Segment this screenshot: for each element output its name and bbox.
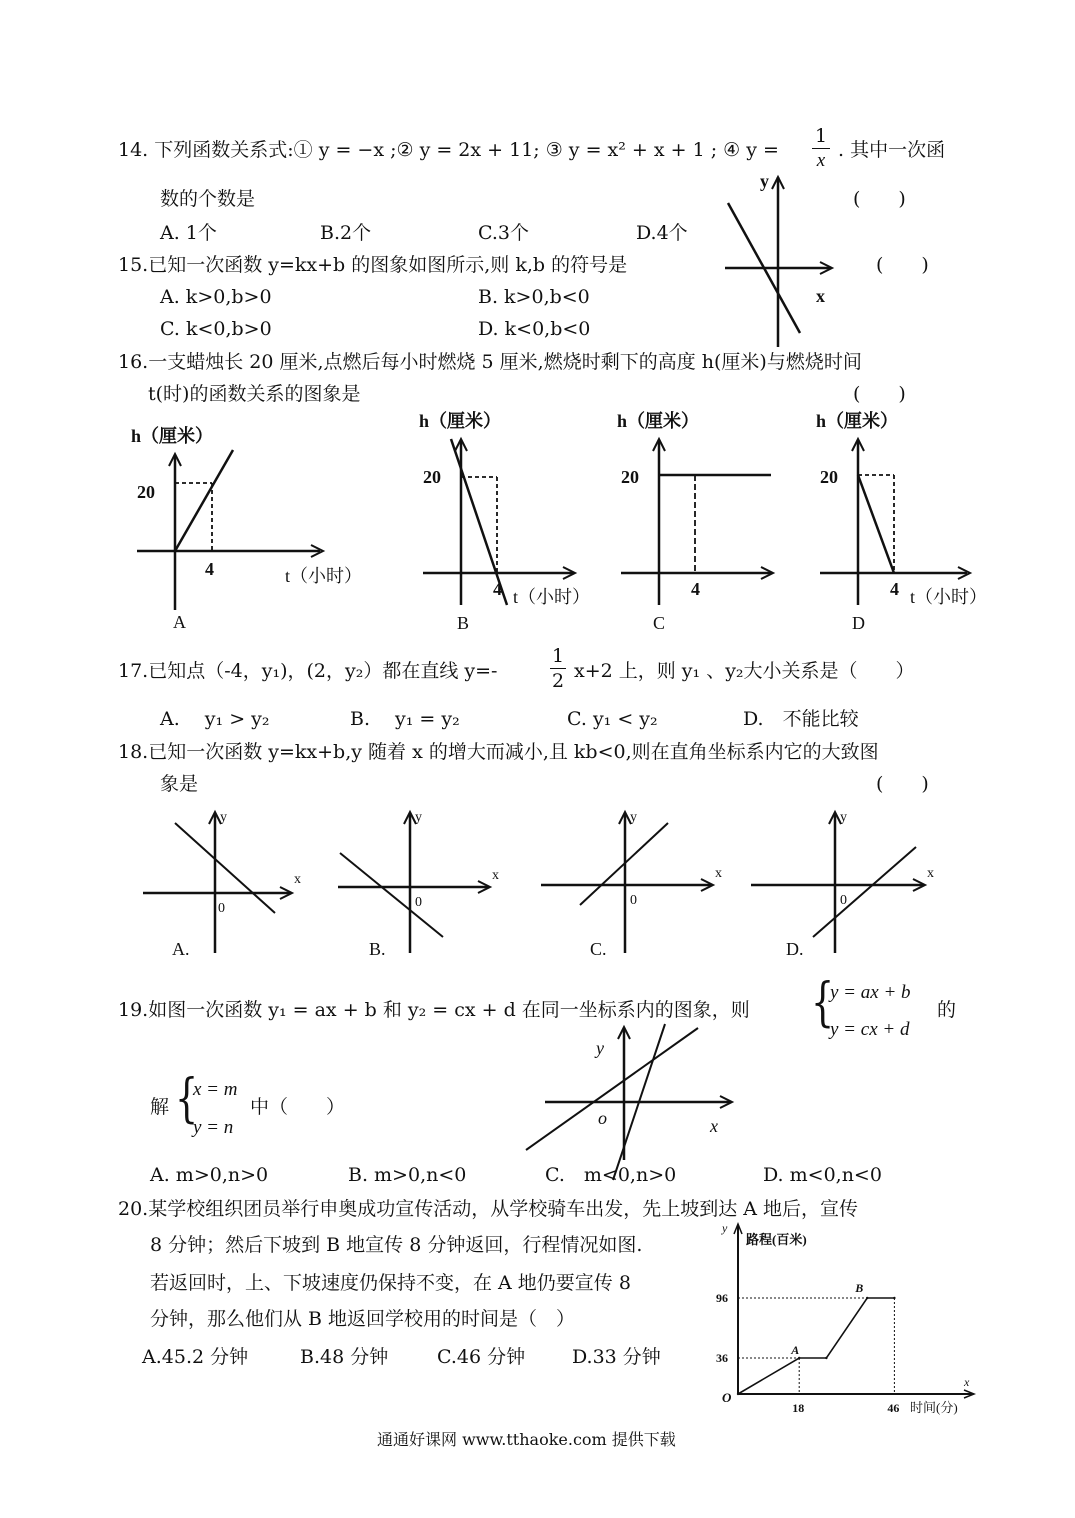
q19-de: 的 [937,999,957,1021]
q17-fraction [550,645,566,692]
q20-option-b[interactable]: B.48 分钟 [300,1346,389,1368]
q16c-y-axis-label: h（厘米） [617,411,700,431]
q19-fig-y: y [596,1038,604,1058]
q16c-y-tick: 20 [621,467,639,487]
q16d-y-tick: 20 [820,467,838,487]
q16-line2: t(时)的函数关系的图象是 [148,383,361,405]
q16b-x-axis-label: t（小时） [513,587,591,607]
q18d-y: y [840,810,847,825]
q17-stem-b: x+2 上，则 y₁ 、y₂大小关系是（ ） [574,660,915,682]
q16b-y-axis-label: h（厘米） [419,411,502,431]
q16a-letter[interactable]: A [173,612,186,632]
q14-paren: ( ) [853,188,906,210]
q14-stem: 14. 下列函数关系式:① y = −x ;② y = 2x + 11; ③ y = x² + x + 1 ; ④ y = [118,139,779,161]
q18-graph-d [748,805,938,965]
q19-zhong: 中（ ） [250,1096,346,1118]
q18a-letter[interactable]: A. [172,939,190,959]
q14-frac-den: x [816,150,826,171]
q15-y-label: y [760,171,769,191]
data-point [866,1297,868,1299]
q16d-y-axis-label: h（厘米） [816,411,899,431]
data-point [798,1357,800,1359]
q18b-letter[interactable]: B. [369,939,386,959]
q19-option-c[interactable]: C. m<0,n>0 [545,1164,677,1186]
q18d-letter[interactable]: D. [786,939,804,959]
q18-graph-c [538,805,723,965]
q16-graph-d [812,405,1012,635]
q18-line2: 象是 [160,773,199,795]
q16d-letter[interactable]: D [852,613,865,633]
q19-system-eq1: y = ax + b [830,982,911,1003]
q16d-x-axis-label: t（小时） [910,587,988,607]
q16d-x-tick: 4 [890,579,899,599]
q20-point-a-label: A [791,1343,800,1357]
q14-frac-num: 1 [814,125,828,147]
q16a-x-tick: 4 [205,559,214,579]
q14-stem-tail: . 其中一次函 [838,139,946,161]
q14-option-b[interactable]: B.2个 [320,222,372,244]
q19-fig-x: x [710,1116,718,1136]
q14-option-c[interactable]: C.3个 [478,222,529,244]
q15-figure [720,165,850,350]
q18-paren: ( ) [876,773,929,795]
q20-origin: O [722,1390,732,1405]
q15-option-c[interactable]: C. k<0,b>0 [160,318,272,340]
q20-x-tick: 18 [792,1401,805,1415]
q19-solution-brace: { [174,1069,199,1129]
q14-option-d[interactable]: D.4个 [636,222,688,244]
q17-frac-den: 2 [551,670,565,692]
q18a-x: x [294,872,301,887]
q17-option-d[interactable]: D. 不能比较 [743,708,859,730]
q20-x-letter: x [964,1375,970,1389]
q20-x-label: 时间(分) [910,1400,958,1415]
q19-fig-origin: o [598,1108,607,1128]
q16a-x-axis-label: t（小时） [285,566,363,586]
q19-jie: 解 [150,1096,170,1118]
q18-graph-a [140,805,310,965]
q15-stem: 15.已知一次函数 y=kx+b 的图象如图所示,则 k,b 的符号是 [118,254,628,276]
q16-line1: 16.一支蜡烛长 20 厘米,点燃后每小时燃烧 5 厘米,燃烧时剩下的高度 h(厘米)与燃烧时间 [118,351,862,373]
q14-option-a[interactable]: A. 1个 [160,222,217,244]
q19-option-d[interactable]: D. m<0,n<0 [763,1164,882,1186]
q18-graph-b [335,805,510,965]
q20-chart [710,1220,990,1420]
q20-line1: 20.某学校组织团员举行申奥成功宣传活动，从学校骑车出发，先上坡到达 A 地后，宣传 [118,1198,859,1220]
q20-series-line [738,1298,894,1394]
q18a-origin: 0 [218,901,225,916]
q19-solution-eq1: x = m [193,1079,238,1100]
data-point [825,1357,827,1359]
q15-option-b[interactable]: B. k>0,b<0 [478,286,590,308]
q16b-letter[interactable]: B [457,613,470,633]
q16-graph-a [125,420,385,635]
q16-graph-b [415,405,615,635]
q17-option-b[interactable]: B. y₁ = y₂ [350,708,460,730]
q18b-origin: 0 [415,895,422,910]
q16-paren: ( ) [853,383,906,405]
q19-solution-eq2: y = n [193,1117,234,1138]
q14-line2: 数的个数是 [160,188,256,210]
q17-frac-num: 1 [551,645,565,667]
q15-x-label: x [816,286,825,306]
q20-y-label: 路程(百米) [746,1232,807,1247]
q19-stem: 19.如图一次函数 y₁ = ax + b 和 y₂ = cx + d 在同一坐标系内的图象，则 [118,999,750,1021]
q18d-x: x [927,866,934,881]
page-footer: 通通好课网 www.tthaoke.com 提供下载 [377,1430,676,1449]
q16c-letter[interactable]: C [653,613,666,633]
q17-option-c[interactable]: C. y₁ < y₂ [567,708,658,730]
q16a-y-tick: 20 [137,482,155,502]
q20-option-d[interactable]: D.33 分钟 [572,1346,661,1368]
q16a-y-axis-label: h（厘米） [131,426,214,446]
q16b-y-tick: 20 [423,467,441,487]
q16b-x-tick: 4 [493,579,502,599]
q20-line2: 8 分钟；然后下坡到 B 地宣传 8 分钟返回，行程情况如图. [150,1234,643,1256]
q18c-x: x [715,866,722,881]
q18b-x: x [492,868,499,883]
q20-option-a[interactable]: A.45.2 分钟 [142,1346,249,1368]
q18-line1: 18.已知一次函数 y=kx+b,y 随着 x 的增大而减小,且 kb<0,则在直角坐标系内它的大致图 [118,741,879,763]
q18a-y: y [220,810,227,825]
q16c-x-tick: 4 [691,579,700,599]
q15-option-d[interactable]: D. k<0,b<0 [478,318,591,340]
q19-option-b[interactable]: B. m>0,n<0 [348,1164,467,1186]
data-point [737,1393,739,1395]
q17-option-a[interactable]: A. y₁ > y₂ [160,708,270,730]
q20-point-b-label: B [855,1281,864,1295]
q15-paren: ( ) [876,254,929,276]
q19-option-a[interactable]: A. m>0,n>0 [150,1164,269,1186]
q20-option-c[interactable]: C.46 分钟 [437,1346,526,1368]
q16-graph-c [613,405,813,635]
q18c-letter[interactable]: C. [590,939,607,959]
q20-line3: 若返回时，上、下坡速度仍保持不变，在 A 地仍要宣传 8 [150,1272,631,1294]
q20-y-tick: 96 [716,1291,728,1305]
q15-option-a[interactable]: A. k>0,b>0 [160,286,272,308]
q19-system-brace: { [810,973,835,1033]
data-point [893,1297,895,1299]
q20-y-tick: 36 [716,1351,728,1365]
q17-stem-a: 17.已知点（-4，y₁)，(2，y₂）都在直线 y=- [118,660,498,682]
q18d-origin: 0 [840,893,847,908]
q18c-y: y [630,810,637,825]
q18b-y: y [415,810,422,825]
q20-x-tick: 46 [887,1401,900,1415]
q19-system-eq2: y = cx + d [830,1019,910,1040]
q20-y-letter: y [722,1221,728,1235]
q18c-origin: 0 [630,893,637,908]
q20-line4: 分钟，那么他们从 B 地返回学校用的时间是（ ） [150,1308,576,1330]
